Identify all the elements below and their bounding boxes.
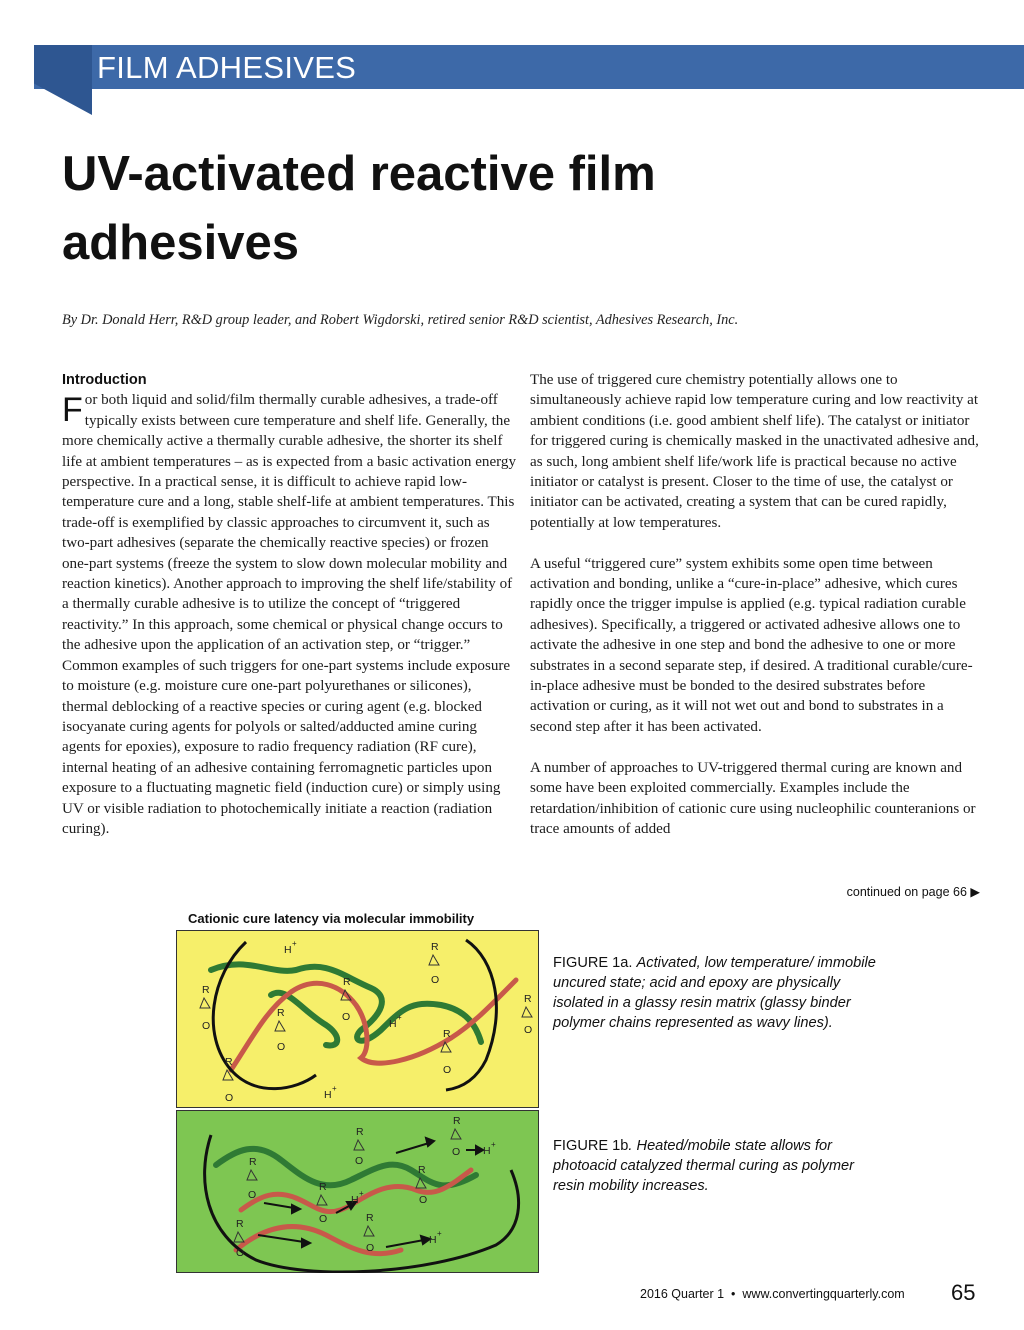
epoxy-group: [441, 1028, 451, 1076]
intro-paragraph: [62, 390, 517, 839]
website-link[interactable]: www.convertingquarterly.com: [742, 1287, 905, 1301]
proton-h-label: H: [351, 1194, 359, 1206]
figure-1b-caption: [553, 1136, 883, 1196]
right-column: [530, 370, 980, 839]
left-column: [62, 370, 517, 839]
proton-h-label: H: [284, 944, 292, 956]
page-footer: [640, 1284, 940, 1304]
epoxy-group: [200, 984, 210, 1032]
figure-1a-caption: [553, 953, 883, 1033]
figure-1a-diagram: [176, 930, 539, 1108]
epoxy-r-label: R: [366, 1212, 374, 1224]
footer-separator: •: [731, 1287, 736, 1301]
epoxy-o-label: O: [366, 1242, 375, 1254]
epoxy-o-label: O: [319, 1213, 328, 1225]
proton-charge: +: [397, 1013, 402, 1022]
epoxy-o-label: O: [443, 1064, 452, 1076]
epoxy-r-label: R: [225, 1056, 233, 1068]
issue-label: 2016 Quarter 1: [640, 1287, 725, 1301]
figure-1b-diagram: [176, 1110, 539, 1273]
epoxy-o-label: O: [342, 1011, 351, 1023]
epoxy-r-label: R: [453, 1115, 461, 1127]
epoxy-r-label: R: [343, 976, 351, 988]
epoxy-o-label: O: [248, 1189, 257, 1201]
page-number: 65: [951, 1280, 976, 1305]
epoxy-o-label: O: [236, 1247, 245, 1259]
epoxy-r-label: R: [236, 1218, 244, 1230]
proton-charge: +: [437, 1229, 442, 1238]
epoxy-o-label: O: [355, 1155, 364, 1167]
proton-h-label: H: [324, 1089, 332, 1101]
proton-h-label: H: [483, 1145, 491, 1157]
epoxy-r-label: R: [277, 1007, 285, 1019]
section-label: FILM ADHESIVES: [97, 50, 357, 85]
epoxy-group: [341, 976, 351, 1023]
figure-1b-text: . Heated/mobile state allows for photoacid catalyzed thermal curing as polymer resin mobility increases.: [553, 1138, 854, 1194]
figure-1a-label: FIGURE 1a.: [553, 955, 633, 971]
epoxy-r-label: R: [249, 1156, 257, 1168]
figure-1a-text: Activated, low temperature/ immobile uncured state; acid and epoxy are physically isolated in a glassy resin matrix (glassy binder polymer chains represented as wavy lines).: [553, 955, 876, 1031]
paragraph-useful-system: A useful “triggered cure” system exhibits some open time between activation and bonding, unlike a “cure-in-place” adhesive, which cures rapidly once the trigger impulse is applied (e.g. typical radiation curable adhesives). Specifically, a triggered or activated adhesive allows one to activate the adhesive in one step and bond the adhesive to one or more substrates in a second separate step, if desired. A traditional curable/cure-in-place adhesive must be bonded to the desired substrates before activation or curing, as it will not wet out and bond to substrates in a second step after it has been activated.: [530, 555, 973, 735]
epoxy-o-label: O: [419, 1194, 428, 1206]
proton-h-label: H: [389, 1018, 397, 1030]
banner-accent: [34, 45, 92, 115]
epoxy-r-label: R: [319, 1181, 327, 1193]
intro-heading: Introduction: [62, 372, 147, 388]
epoxy-r-label: R: [356, 1126, 364, 1138]
proton-charge: +: [491, 1140, 496, 1149]
epoxy-o-label: O: [202, 1020, 211, 1032]
article-byline: By Dr. Donald Herr, R&D group leader, and Robert Wigdorski, retired senior R&D scientist, Adhesives Research, Inc.: [62, 312, 739, 328]
epoxy-o-label: O: [277, 1041, 286, 1053]
epoxy-r-label: R: [418, 1164, 426, 1176]
epoxy-o-label: O: [225, 1092, 234, 1104]
drop-cap: F: [62, 391, 83, 430]
epoxy-o-label: O: [452, 1146, 461, 1158]
epoxy-group: [223, 1056, 233, 1104]
epoxy-o-label: O: [431, 974, 440, 986]
proton-charge: +: [359, 1189, 364, 1198]
proton-h-label: H: [429, 1234, 437, 1246]
epoxy-r-label: R: [431, 941, 439, 953]
paragraph-triggered-cure: The use of triggered cure chemistry potentially allows one to simultaneously achieve rapid low temperature curing and low reactivity at ambient conditions (i.e. good ambient shelf life). The catalyst or initiator for triggered curing is chemically masked in the unactivated adhesive and, as such, long ambient shelf life/work life is practical because no active initiator or catalyst is present. Closer to the time of use, the catalyst or initiator can be activated, creating a system that can be cured rapidly, potentially at low temperatures.: [530, 372, 979, 531]
figure-1a-panel: [176, 930, 539, 1108]
continued-link[interactable]: continued on page 66 ▶: [846, 885, 980, 899]
epoxy-o-label: O: [524, 1024, 533, 1036]
epoxy-r-label: R: [443, 1028, 451, 1040]
epoxy-r-label: R: [202, 984, 210, 996]
proton-charge: +: [332, 1084, 337, 1093]
figure-1b-text-body: Heated/mobile state allows for photoacid catalyzed thermal curing as polymer resin mobility increases.: [553, 1138, 854, 1194]
intro-paragraph-text: or both liquid and solid/film thermally curable adhesives, a trade-off typically exists between cure temperature and shelf life. Generally, the more chemically active a thermally curable adhesive, the shorter its shelf life at ambient temperatures – as is expected from a basic activation energy perspective. In a practical sense, it is difficult to achieve rapid low-temperature cure and a long, stable shelf-life at ambient temperatures. This trade-off is exemplified by classic approaches to circumvent it, such as two-part adhesives (separate the chemically reactive species) or frozen one-part systems (freeze the system to slow down molecular mobility and reaction kinetics). Another approach to improving the shelf life/stability of a thermally curable adhesive is to utilize the concept of “triggered reactivity.” In this approach, some chemical or physical change occurs to the adhesive upon the application of an activation step, or “trigger.” Common examples of such triggers for one-part systems include exposure to moisture (e.g. moisture cure one-part polyurethanes or silicones), thermal deblocking of a reactive species or curing agent (e.g. blocked isocyanate curing agents for polyols or salted/adducted amine curing agents for epoxies), exposure to radio frequency radiation (RF cure), internal heating of an adhesive containing ferromagnetic particles upon exposure to a fluctuating magnetic field (induction cure) or simply using UV or visible radiation to photochemically initiate a reaction (radiation curing).: [62, 392, 517, 837]
proton-charge: +: [292, 939, 297, 948]
article-title: UV-activated reactive film adhesives: [62, 147, 656, 270]
epoxy-r-label: R: [524, 993, 532, 1005]
figure-1b-label: FIGURE 1b: [553, 1138, 629, 1154]
figure-title: Cationic cure latency via molecular immobility: [188, 911, 475, 926]
paragraph-approaches: A number of approaches to UV-triggered thermal curing are known and some have been exploited commercially. Examples include the retardation/inhibition of cationic cure using nucleophilic counteranions or trace amounts of added: [530, 759, 976, 837]
figure-1b-panel: [176, 1110, 539, 1273]
